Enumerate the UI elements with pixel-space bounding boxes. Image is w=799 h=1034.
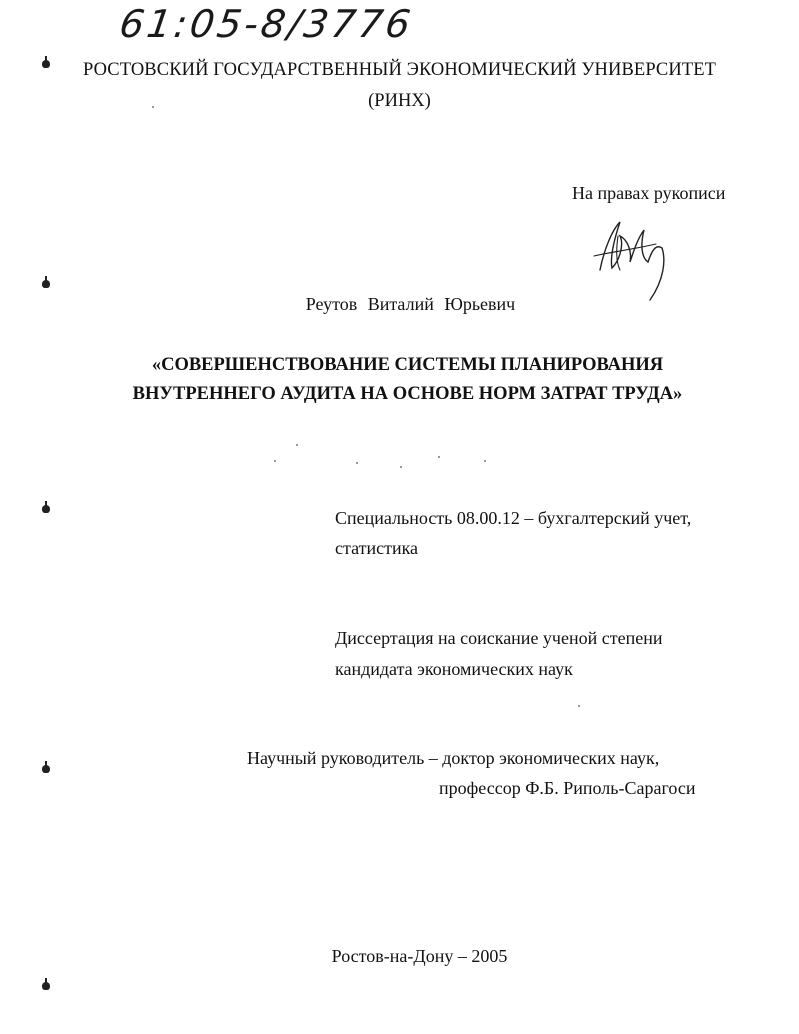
university-abbreviation: (РИНХ): [368, 91, 431, 111]
city-and-year: Ростов-на-Дону – 2005: [331, 946, 508, 966]
dissertation-title-line-2: ВНУТРЕННЕГО АУДИТА НА ОСНОВЕ НОРМ ЗАТРАТ ТРУДА»: [132, 384, 683, 404]
binding-hole-mark: [42, 280, 50, 288]
binding-hole-mark: [42, 60, 50, 68]
manuscript-rights-note: На правах рукописи: [572, 183, 726, 203]
scan-speck: [356, 462, 358, 464]
binding-hole-mark: [42, 982, 50, 990]
scientific-adviser-line-1: Научный руководитель – доктор экономических наук,: [247, 748, 660, 768]
handwritten-catalog-number: 61:05-8/3776: [116, 2, 417, 46]
scan-speck: [400, 466, 402, 468]
dissertation-degree-line-2: кандидата экономических наук: [335, 659, 573, 679]
specialty-line-2: статистика: [335, 538, 419, 558]
specialty-line-1: Специальность 08.00.12 – бухгалтерский учет,: [335, 508, 692, 528]
dissertation-title-line-1: «СОВЕРШЕНСТВОВАНИЕ СИСТЕМЫ ПЛАНИРОВАНИЯ: [151, 355, 664, 375]
scan-speck: [274, 460, 276, 462]
binding-hole-mark: [42, 505, 50, 513]
scientific-adviser-line-2: профессор Ф.Б. Риполь-Сарагоси: [439, 778, 696, 798]
scan-speck: [296, 444, 298, 446]
author-name: Реутов Виталий Юрьевич: [305, 294, 516, 314]
scan-speck: [578, 705, 580, 707]
dissertation-degree-line-1: Диссертация на соискание ученой степени: [335, 628, 663, 648]
scan-speck: [484, 460, 486, 462]
university-name: РОСТОВСКИЙ ГОСУДАРСТВЕННЫЙ ЭКОНОМИЧЕСКИЙ УНИВЕРСИТЕТ: [82, 60, 717, 80]
scan-speck: [438, 456, 440, 458]
scan-speck: [152, 106, 154, 108]
binding-hole-mark: [42, 765, 50, 773]
